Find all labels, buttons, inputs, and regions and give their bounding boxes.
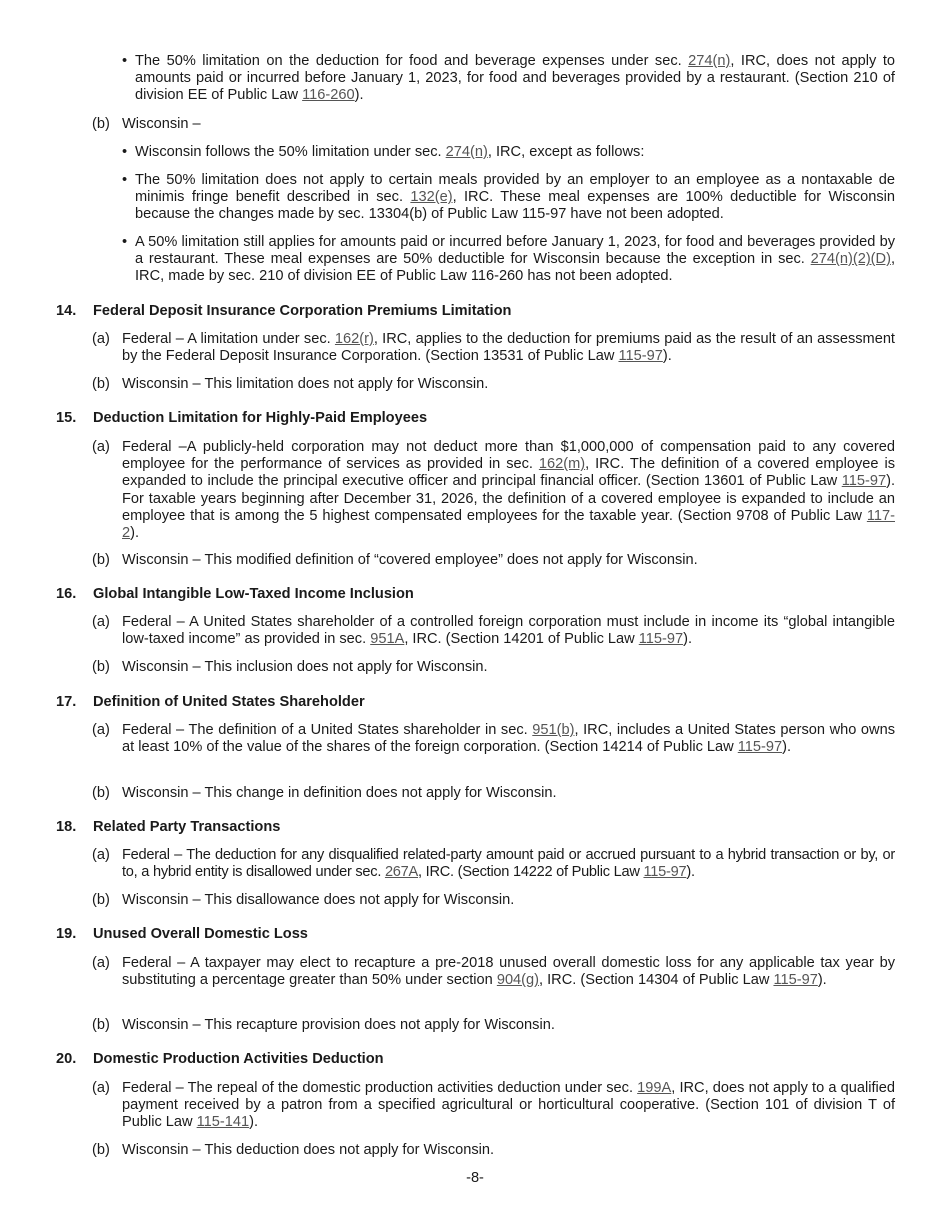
irc-162m-link[interactable]: 162(m) xyxy=(538,456,586,473)
item-label: (a) xyxy=(92,614,110,630)
section-19a: (a) Federal – A taxpayer may elect to recapture a pre-2018 unused overall domestic loss for any applicable tax year by substituting a percentage greater than 50% under section 904(g), IRC. (Section 14304 of Public Law 115-97). xyxy=(92,955,895,989)
section-19b xyxy=(92,1017,895,1034)
irc-951a-link[interactable]: 951A xyxy=(370,631,405,648)
item-text: Wisconsin – This recapture provision does not apply for Wisconsin. xyxy=(122,1017,555,1033)
section-14-heading xyxy=(56,303,511,320)
public-law-115-97-link[interactable]: 115-97 xyxy=(618,348,663,365)
section-title: Deduction Limitation for Highly-Paid Employees xyxy=(93,410,428,426)
section-15a: (a) Federal –A publicly-held corporation may not deduct more than $1,000,000 of compensation paid to any covered employee for the performance of services as provided in sec. 162(m), IRC. The definition of a covered employee is expanded to include the principal executive officer and principal financial officer. (Section 13601 of Public Law 115-97). For taxable years beginning after December 31, 2026, the definition of a covered employee is expanded to include an employee that is among the 5 highest compensated employees for the taxable year. (Section 9708 of Public Law 117-2). xyxy=(92,439,895,542)
section-title: Federal Deposit Insurance Corporation Premiums Limitation xyxy=(93,303,512,319)
item-label: (b) xyxy=(92,376,110,392)
section-number: 15. xyxy=(56,410,77,426)
irc-274n-link[interactable]: 274(n) xyxy=(688,53,731,69)
irc-132e-link[interactable]: 132(e) xyxy=(410,189,453,206)
item-label: (a) xyxy=(92,331,110,347)
section-16b xyxy=(92,659,895,676)
section-15-heading xyxy=(56,410,427,427)
section-title: Domestic Production Activities Deduction xyxy=(93,1051,384,1067)
section-title: Global Intangible Low-Taxed Income Inclusion xyxy=(93,586,414,602)
section-18-heading xyxy=(56,819,280,836)
public-law-116-260-link[interactable]: 116-260 xyxy=(302,87,355,104)
section-number: 16. xyxy=(56,586,77,602)
bullet-dot: • xyxy=(122,53,128,69)
irc-904g-link[interactable]: 904(g) xyxy=(496,972,540,989)
bullet-dot: • xyxy=(122,234,128,250)
wisconsin-13b xyxy=(92,116,895,133)
section-title: Definition of United States Shareholder xyxy=(93,694,365,710)
item-text: Wisconsin – This disallowance does not apply for Wisconsin. xyxy=(122,892,515,908)
item-label: (a) xyxy=(92,439,110,455)
irc-274n2d-link[interactable]: 274(n)(2)(D) xyxy=(810,251,891,268)
bullet-dot: • xyxy=(122,144,128,160)
irc-267a-link[interactable]: 267A xyxy=(384,864,419,881)
irc-951b-link[interactable]: 951(b) xyxy=(532,722,575,738)
section-17b xyxy=(92,785,895,802)
public-law-115-97-link[interactable]: 115-97 xyxy=(773,972,818,989)
item-label: (a) xyxy=(92,847,110,863)
section-20b xyxy=(92,1142,895,1159)
section-16-heading xyxy=(56,586,414,603)
public-law-115-97-link[interactable]: 115-97 xyxy=(638,631,684,648)
item-text: Wisconsin – This modified definition of “covered employee” does not apply for Wisconsin. xyxy=(122,552,698,568)
section-number: 18. xyxy=(56,819,77,835)
item-text: Wisconsin – This change in definition does not apply for Wisconsin. xyxy=(122,785,557,801)
public-law-115-141-link[interactable]: 115-141 xyxy=(196,1114,250,1131)
page-number: -8- xyxy=(466,1170,484,1186)
section-number: 19. xyxy=(56,926,77,942)
section-14a: (a) Federal – A limitation under sec. 162(r), IRC, applies to the deduction for premiums paid as the result of an assessment by the Federal Deposit Insurance Corporation. (Section 13531 of Public Law 115-97). xyxy=(92,331,895,365)
public-law-117-2-link[interactable]: 117-2 xyxy=(122,507,895,542)
public-law-115-97-link[interactable]: 115-97 xyxy=(737,739,783,756)
section-number: 20. xyxy=(56,1051,77,1067)
irc-199a-link[interactable]: 199A xyxy=(637,1080,672,1096)
item-label: (b) xyxy=(92,892,110,908)
bullet-food-beverage-federal: • The 50% limitation on the deduction for food and beverage expenses under sec. 274(n), IRC, does not apply to amounts paid or incurred before January 1, 2023, for food and beverages provided by a restaurant. (Section 210 of division EE of Public Law 116-260). xyxy=(122,53,895,104)
public-law-115-97-link[interactable]: 115-97 xyxy=(841,473,887,490)
public-law-115-97-link[interactable]: 115-97 xyxy=(643,864,687,881)
item-label: (a) xyxy=(92,955,110,971)
item-label: (b) xyxy=(92,1017,110,1033)
section-17a: (a) Federal – The definition of a United States shareholder in sec. 951(b), IRC, includes a United States person who owns at least 10% of the value of the shares of the foreign corporation. (Section 14214 of Public Law 115-97). xyxy=(92,722,895,756)
section-20a: (a) Federal – The repeal of the domestic production activities deduction under sec. 199A, IRC, does not apply to a qualified payment received by a patron from a specified agricultural or horticultural cooperative. (Section 101 of division T of Public Law 115-141). xyxy=(92,1080,895,1131)
bullet-dot: • xyxy=(122,172,128,188)
item-label: (a) xyxy=(92,722,110,738)
section-16a: (a) Federal – A United States shareholder of a controlled foreign corporation must include in income its “global intangible low-taxed income” as provided in sec. 951A, IRC. (Section 14201 of Public Law 115-97). xyxy=(92,614,895,648)
section-title: Unused Overall Domestic Loss xyxy=(93,926,308,942)
section-14b xyxy=(92,376,895,393)
item-label: (b) xyxy=(92,552,110,568)
section-15b xyxy=(92,552,895,569)
item-text: Wisconsin – xyxy=(122,116,201,132)
section-title: Related Party Transactions xyxy=(93,819,281,835)
item-text: Wisconsin – This deduction does not apply for Wisconsin. xyxy=(122,1142,495,1158)
bullet-de-minimis: • The 50% limitation does not apply to certain meals provided by an employer to an employee as a nontaxable de minimis fringe benefit described in sec. 132(e), IRC. These meal expenses are 100% deductible for Wisconsin because the changes made by sec. 13304(b) of Public Law 115-97 have not been adopted. xyxy=(122,172,895,223)
item-label: (b) xyxy=(92,785,110,801)
item-label: (b) xyxy=(92,659,110,675)
section-18b xyxy=(92,892,895,909)
section-number: 17. xyxy=(56,694,77,710)
section-19-heading xyxy=(56,926,308,943)
section-number: 14. xyxy=(56,303,77,319)
section-17-heading xyxy=(56,694,365,711)
item-label: (a) xyxy=(92,1080,110,1096)
item-label: (b) xyxy=(92,116,110,132)
section-20-heading xyxy=(56,1051,384,1068)
irc-162r-link[interactable]: 162(r) xyxy=(334,331,374,347)
section-18a: (a) Federal – The deduction for any disqualified related-party amount paid or accrued pursuant to a hybrid transaction or by, or to, a hybrid entity is disallowed under sec. 267A, IRC. (Section 14222 of Public Law 115-97). xyxy=(92,847,895,881)
item-label: (b) xyxy=(92,1142,110,1158)
bullet-wisconsin-follows: • Wisconsin follows the 50% limitation under sec. 274(n), IRC, except as follows: xyxy=(122,144,645,160)
item-text: Wisconsin – This inclusion does not apply for Wisconsin. xyxy=(122,659,488,675)
bullet-restaurant-limitation: • A 50% limitation still applies for amounts paid or incurred before January 1, 2023, for food and beverages provided by a restaurant. These meal expenses are 50% deductible for Wisconsin because the exception in sec. 274(n)(2)(D), IRC, made by sec. 210 of division EE of Public Law 116-260 has not been adopted. xyxy=(122,234,895,285)
item-text: Wisconsin – This limitation does not apply for Wisconsin. xyxy=(122,376,489,392)
irc-274n-link[interactable]: 274(n) xyxy=(445,144,488,160)
